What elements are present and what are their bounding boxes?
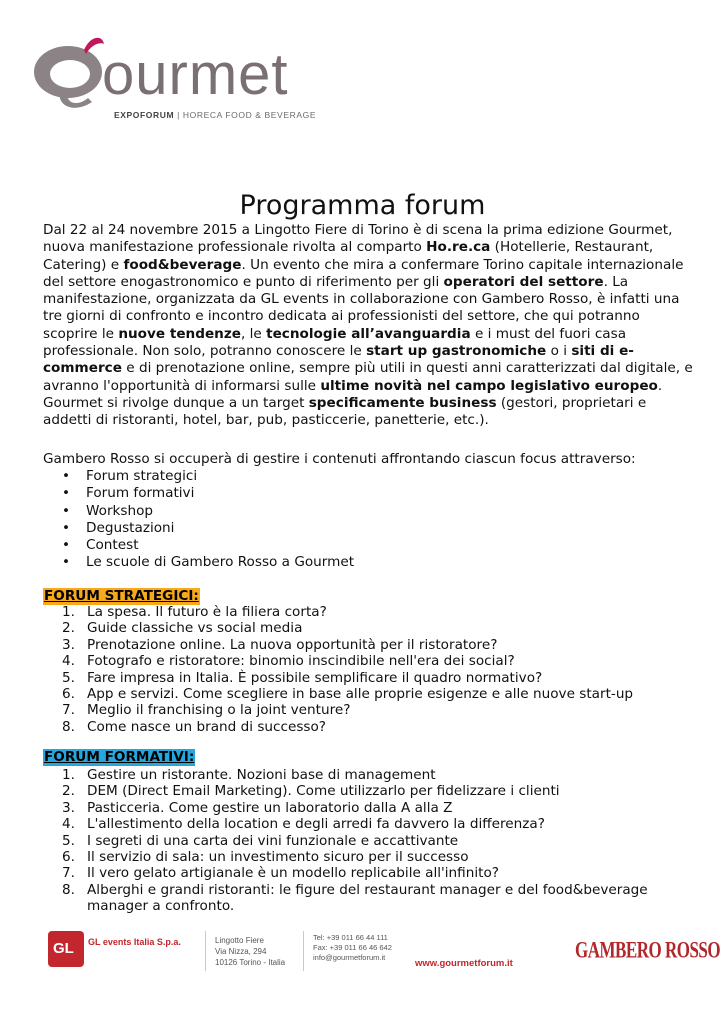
contact-fax: Fax: +39 011 66 46 642 — [313, 943, 392, 952]
gourmet-g-mark-icon — [30, 28, 110, 124]
intro-text: Dal 22 al 24 novembre 2015 a Lingotto Fiere di Torino è di scena la prima edizione Gourmet, nuova manifestazione professionale rivolta al comparto — [43, 222, 673, 256]
bullet-icon: • — [62, 519, 71, 536]
intro-text: . La manifestazione, organizzata da GL events in collaborazione con Gambero Rosso, è infatti una tre giorni di confronto e incontro dedicata ai professionisti del settore, che qui potranno scoprire le — [43, 273, 680, 342]
address-line: Via Nizza, 294 — [215, 947, 267, 956]
intro-text: . Gourmet si rivolge dunque a un target — [43, 377, 663, 411]
list-item-label: Prenotazione online. La nuova opportunità per il ristoratore? — [87, 636, 498, 653]
list-item — [62, 800, 662, 816]
bullet-icon: • — [62, 554, 71, 571]
intro-bold: specificamente business — [308, 394, 497, 411]
list-item — [62, 833, 662, 849]
list-item-label: Fare impresa in Italia. È possibile semplificare il quadro normativo? — [87, 669, 543, 686]
gourmet-logo — [30, 28, 330, 124]
bullet-icon: • — [62, 485, 71, 502]
list-item — [62, 767, 662, 783]
intro-text: . Un evento che mira a confermare Torino capitale internazionale del settore enogastronomico e punto di riferimento per gli — [43, 256, 684, 290]
item-number: 6. — [62, 686, 75, 703]
intro-bold: operatori del settore — [443, 273, 604, 290]
item-number: 5. — [62, 669, 75, 686]
item-number: 7. — [62, 865, 75, 882]
list-item-label: Alberghi e grandi ristoranti: le figure del restaurant manager e del food&beverage manager a confronto. — [87, 881, 648, 915]
list-item — [62, 537, 354, 554]
list-item — [62, 686, 662, 702]
list-item-label: Forum strategici — [86, 468, 198, 484]
list-item — [62, 520, 354, 537]
list-item-label: Meglio il franchising o la joint venture? — [87, 702, 351, 719]
logo-tagline-bold: EXPOFORUM — [114, 110, 175, 120]
item-number: 2. — [62, 620, 75, 637]
item-number: 8. — [62, 718, 75, 735]
intro-bold: nuove tendenze — [118, 325, 241, 342]
contact-email[interactable]: info@gourmetforum.it — [313, 953, 386, 962]
list-item — [62, 882, 662, 915]
intro-bold: food&beverage — [123, 256, 242, 273]
list-item — [62, 554, 354, 571]
formativi-list — [62, 767, 662, 915]
intro-bold: ultime novità nel campo legislativo europeo — [320, 377, 658, 394]
item-number: 3. — [62, 799, 75, 816]
intro-text: , le — [240, 325, 267, 342]
item-number: 1. — [62, 604, 75, 620]
item-number: 4. — [62, 816, 75, 833]
logo-wordmark: ourmet — [102, 42, 289, 107]
list-item-label: Gestire un ristorante. Nozioni base di management — [87, 767, 436, 783]
list-item — [62, 849, 662, 865]
list-item-label: Il vero gelato artigianale è un modello replicabile all'infinito? — [87, 865, 499, 882]
list-item-label: DEM (Direct Email Marketing). Come utilizzarlo per fidelizzare i clienti — [87, 783, 560, 800]
address-line: 10126 Torino - Italia — [215, 958, 286, 967]
item-number: 6. — [62, 849, 75, 866]
list-item — [62, 816, 662, 832]
section-heading-formativi: FORUM FORMATIVI: — [44, 749, 195, 765]
focus-list — [62, 468, 354, 572]
item-number: 7. — [62, 702, 75, 719]
list-item-label: App e servizi. Come scegliere in base alle proprie esigenze e alle nuove start-up — [87, 686, 634, 703]
item-number: 4. — [62, 653, 75, 670]
item-number: 1. — [62, 767, 75, 783]
list-item-label: Come nasce un brand di successo? — [87, 718, 327, 735]
list-item — [62, 637, 662, 653]
item-number: 5. — [62, 832, 75, 849]
list-item — [62, 485, 354, 502]
bullet-icon: • — [62, 502, 71, 519]
list-item-label: Forum formativi — [86, 485, 195, 502]
list-item-label: L'allestimento della location e degli arredi fa davvero la differenza? — [87, 816, 545, 833]
intro-bold: tecnologie all’avanguardia — [266, 325, 471, 342]
list-item — [62, 503, 354, 520]
svg-text:GL: GL — [53, 940, 74, 957]
item-number: 8. — [62, 881, 75, 898]
list-item — [62, 604, 662, 620]
section-heading-strategici: FORUM STRATEGICI: — [44, 588, 199, 604]
item-number: 3. — [62, 636, 75, 653]
list-item — [62, 620, 662, 636]
intro-text: (Hotellerie, Restaurant, Catering) e — [43, 239, 654, 273]
list-item — [62, 783, 662, 799]
list-item-label: Contest — [86, 537, 139, 554]
item-number: 2. — [62, 783, 75, 800]
focus-lead-text: Gambero Rosso si occuperà di gestire i contenuti affrontando ciascun focus attraverso: — [43, 451, 636, 467]
strategici-list — [62, 604, 662, 735]
footer-divider — [205, 931, 206, 971]
list-item-label: I segreti di una carta dei vini funzionale e accattivante — [87, 832, 459, 849]
list-item — [62, 865, 662, 881]
website-link[interactable]: www.gourmetforum.it — [415, 958, 513, 969]
list-item-label: Le scuole di Gambero Rosso a Gourmet — [86, 554, 355, 571]
list-item-label: Guide classiche vs social media — [87, 620, 303, 637]
intro-bold: start up gastronomiche — [366, 343, 547, 360]
gl-events-logo-icon — [48, 931, 84, 967]
page-title: Programma forum — [239, 190, 486, 221]
logo-tagline — [114, 110, 316, 120]
logo-tagline-rest: | HORECA FOOD & BEVERAGE — [174, 110, 317, 120]
list-item — [62, 719, 662, 735]
intro-text: (gestori, proprietari e addetti di ristoranti, hotel, bar, pub, pasticcerie, panetterie, etc.). — [43, 394, 647, 429]
bullet-icon: • — [62, 468, 71, 484]
list-item-label: Pasticceria. Come gestire un laboratorio dalla A alla Z — [87, 799, 453, 816]
list-item-label: La spesa. Il futuro è la filiera corta? — [87, 604, 327, 620]
footer-address — [215, 935, 285, 968]
list-item — [62, 670, 662, 686]
contact-phone: Tel: +39 011 66 44 111 — [313, 933, 388, 942]
gambero-rosso-logo: GAMBERO ROSSO — [575, 937, 721, 963]
intro-text: e i must del fuori casa professionale. Non solo, potranno conoscere le — [43, 325, 627, 360]
list-item-label: Workshop — [86, 502, 154, 519]
list-item — [62, 653, 662, 669]
page-footer — [0, 925, 725, 985]
intro-text: e di prenotazione online, sempre più utili in questi anni caratterizzati dal digitale, e avranno l'opportunità di informarsi sulle — [43, 360, 693, 394]
intro-paragraph — [43, 222, 693, 430]
footer-contacts — [313, 933, 392, 963]
intro-bold: siti di e-commerce — [43, 343, 634, 377]
footer-divider — [303, 931, 304, 971]
intro-text: o i — [546, 343, 572, 360]
address-line: Lingotto Fiere — [215, 936, 264, 945]
list-item — [62, 702, 662, 718]
list-item-label: Il servizio di sala: un investimento sicuro per il successo — [87, 849, 469, 866]
list-item-label: Fotografo e ristoratore: binomio inscindibile nell'era dei social? — [87, 653, 515, 670]
bullet-icon: • — [62, 537, 71, 554]
intro-bold: Ho.re.ca — [426, 239, 491, 256]
list-item-label: Degustazioni — [86, 519, 175, 536]
company-name: GL events Italia S.p.a. — [88, 937, 181, 947]
list-item — [62, 468, 354, 485]
